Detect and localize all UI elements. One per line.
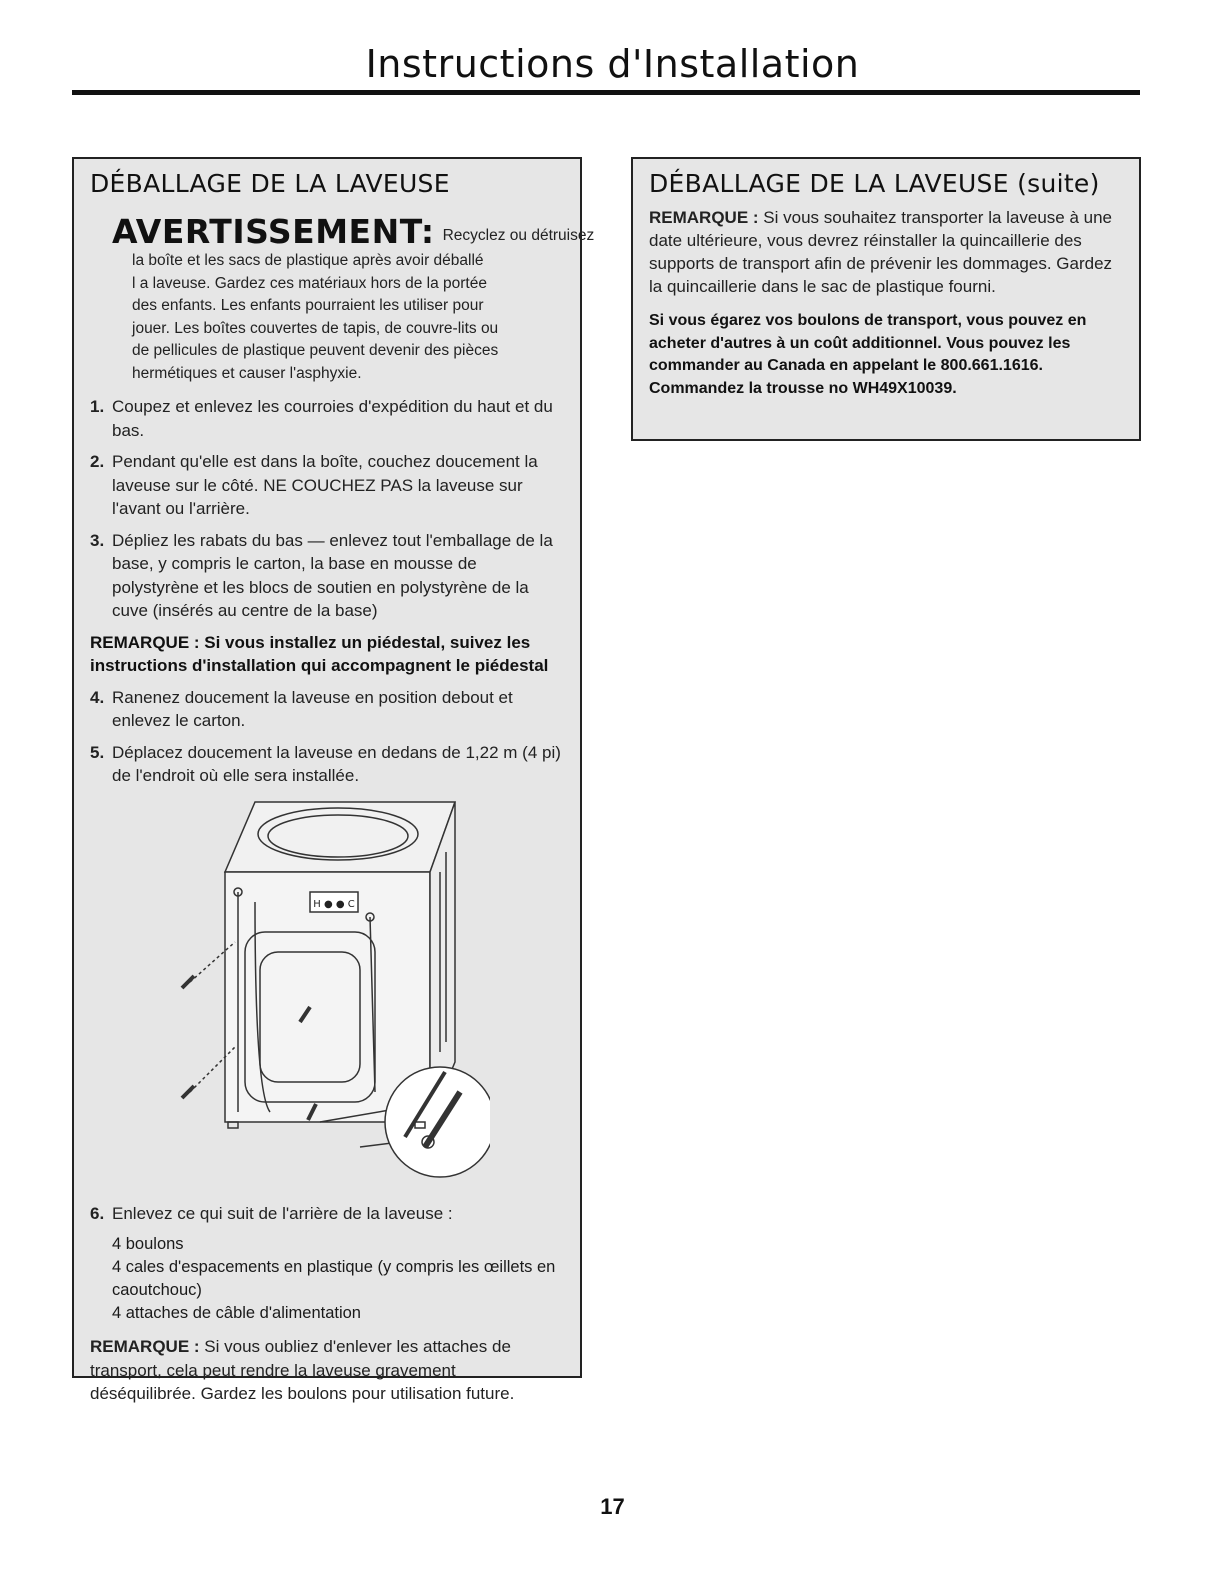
step-text: Ranenez doucement la laveuse en position debout et enlevez le carton. (112, 687, 513, 730)
step-text: Pendant qu'elle est dans la boîte, couchez doucement la laveuse sur le côté. NE COUCHEZ PAS la laveuse sur l'avant ou l'arrière. (112, 452, 538, 518)
pedestal-note: REMARQUE : Si vous installez un piédestal, suivez les instructions d'installation qui accompagnent le piédestal (90, 632, 549, 675)
note-text: Si vous oubliez d'enlever les attaches de transport, cela peut rendre la laveuse gravement déséquilibrée. Gardez les boulons pour utilisation future. (90, 1337, 515, 1403)
warning-word: AVERTISSEMENT: (112, 212, 435, 251)
page-title: Instructions d'Installation (365, 42, 860, 86)
unpacking-panel (72, 157, 595, 1403)
warning-body (132, 250, 566, 385)
parts-list (112, 1233, 566, 1325)
page-number: 17 (600, 1494, 625, 1519)
warning-line-text: jouer. Les boîtes couvertes de tapis, de couvre-lits ou (132, 319, 499, 337)
unpacking-continued-panel (631, 157, 1141, 441)
note-label: REMARQUE : (649, 208, 759, 227)
warning-first-words: Recyclez ou détruisez (442, 227, 595, 244)
warning-line-text: de pellicules de plastique peuvent devenir des pièces (132, 342, 499, 359)
step-item (90, 529, 566, 623)
step-text: Coupez et enlevez les courroies d'expédition du haut et du bas. (112, 397, 553, 440)
step-number: 4. (90, 687, 105, 707)
note-label: REMARQUE : (90, 1337, 200, 1356)
step-item (90, 686, 566, 733)
step-item (90, 450, 566, 521)
step-number: 3. (90, 530, 105, 550)
step-item (90, 395, 566, 442)
panel-heading: DÉBALLAGE DE LA LAVEUSE (90, 169, 450, 198)
step-item (90, 1202, 566, 1226)
part-item: 4 attaches de câble d'alimentation (112, 1304, 361, 1322)
steps-list (90, 686, 566, 788)
order-info: Si vous égarez vos boulons de transport, vous pouvez en acheter d'autres à un coût additionnel. Vous pouvez les commander au Canada en appelant le 800.661.1616. Commandez la trousse no WH49X10039. (649, 312, 1087, 397)
title-rule (72, 90, 1140, 95)
panel-heading: DÉBALLAGE DE LA LAVEUSE (suite) (649, 169, 1100, 198)
note-text: Si vous souhaitez transporter la laveuse à une date ultérieure, vous devrez réinstaller la quincaillerie des supports de transport afin de prévenir les dommages. Gardez la quincaillerie dans le sac de plastique fourni. (649, 208, 1113, 296)
washer-rear-diagram (160, 792, 490, 1192)
step-number: 1. (90, 397, 105, 416)
part-item: 4 cales d'espacements en plastique (y compris les œillets en caoutchouc) (112, 1258, 556, 1299)
control-label-text: H ● ● C (313, 898, 355, 910)
step-item (90, 741, 566, 788)
transport-note (90, 1335, 566, 1406)
warning-line-text: hermétiques et causer l'asphyxie. (132, 364, 362, 382)
steps-list (90, 395, 566, 623)
step-text: Déplacez doucement la laveuse en dedans de 1,22 m (4 pi) de l'endroit où elle sera installée. (112, 742, 561, 785)
part-item: 4 boulons (112, 1235, 184, 1253)
step-number: 5. (90, 742, 105, 762)
step-number: 2. (90, 452, 105, 471)
warning-line-text: l a laveuse. Gardez ces matériaux hors de la portée (132, 274, 487, 292)
reinstall-note (649, 206, 1125, 298)
step-text: Dépliez les rabats du bas — enlevez tout l'emballage de la base, y compris le carton, la base en mousse de polystyrène et les blocs de soutien en polystyrène de la cuve (insérés au centre de la base) (112, 530, 553, 620)
step-text: Enlevez ce qui suit de l'arrière de la laveuse : (112, 1203, 453, 1223)
warning-line (106, 212, 595, 251)
warning-line-text: la boîte et les sacs de plastique après avoir déballé (132, 252, 484, 269)
warning-line-text: des enfants. Les enfants pourraient les utiliser pour (132, 297, 484, 314)
step-number: 6. (90, 1203, 105, 1223)
